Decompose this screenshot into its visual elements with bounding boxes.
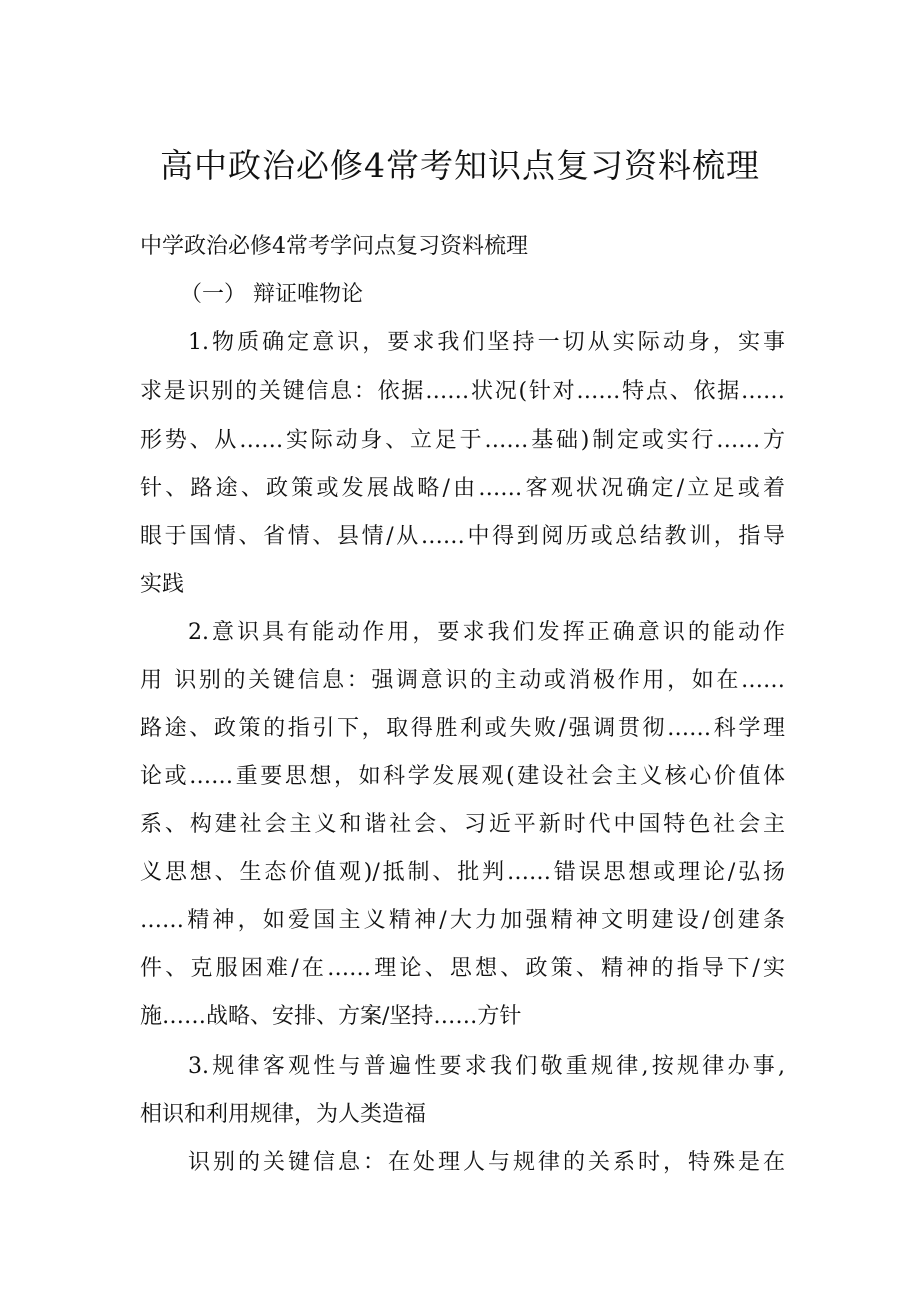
document-title: 高中政治必修4常考知识点复习资料梳理: [160, 146, 760, 185]
paragraph-line: 施……战略、安排、方案/坚持……方针: [140, 1004, 522, 1029]
paragraph-line: 实践: [140, 572, 185, 597]
paragraph-line: 论或……重要思想，如科学发展观(建设社会主义核心价值体: [140, 764, 785, 789]
paragraph-line: 路途、政策的指引下，取得胜利或失败/强调贯彻……科学理: [140, 716, 785, 741]
section-heading: （一） 辩证唯物论: [180, 282, 363, 307]
paragraph-line: ……精神，如爱国主义精神/大力加强精神文明建设/创建条: [140, 908, 785, 933]
paragraph-line: 件、克服困难/在……理论、思想、政策、精神的指导下/实: [140, 956, 785, 981]
paragraph-line: 2.意识具有能动作用，要求我们发挥正确意识的能动作: [188, 620, 785, 645]
paragraph-line: 相识和利用规律，为人类造福: [140, 1102, 427, 1127]
paragraph-line: 用 识别的关键信息：强调意识的主动或消极作用，如在……: [140, 668, 785, 693]
paragraph-line: 形势、从……实际动身、立足于……基础)制定或实行……方: [140, 428, 785, 453]
paragraph-line: 求是识别的关键信息：依据……状况(针对……特点、依据……: [140, 379, 785, 404]
paragraph-line: 识别的关键信息：在处理人与规律的关系时，特殊是在: [188, 1150, 785, 1175]
paragraph-line: 义思想、生态价值观)/抵制、批判……错误思想或理论/弘扬: [140, 860, 785, 885]
paragraph-line: 3.规律客观性与普遍性要求我们敬重规律,按规律办事,: [188, 1054, 785, 1079]
paragraph-line: 系、构建社会主义和谐社会、习近平新时代中国特色社会主: [140, 812, 785, 837]
paragraph-line: 眼于国情、省情、县情/从……中得到阅历或总结教训，指导: [140, 524, 785, 549]
document-subtitle: 中学政治必修4常考学问点复习资料梳理: [140, 234, 528, 259]
paragraph-line: 1.物质确定意识，要求我们坚持一切从实际动身，实事: [188, 330, 785, 355]
paragraph-line: 针、路途、政策或发展战略/由……客观状况确定/立足或着: [140, 476, 785, 501]
